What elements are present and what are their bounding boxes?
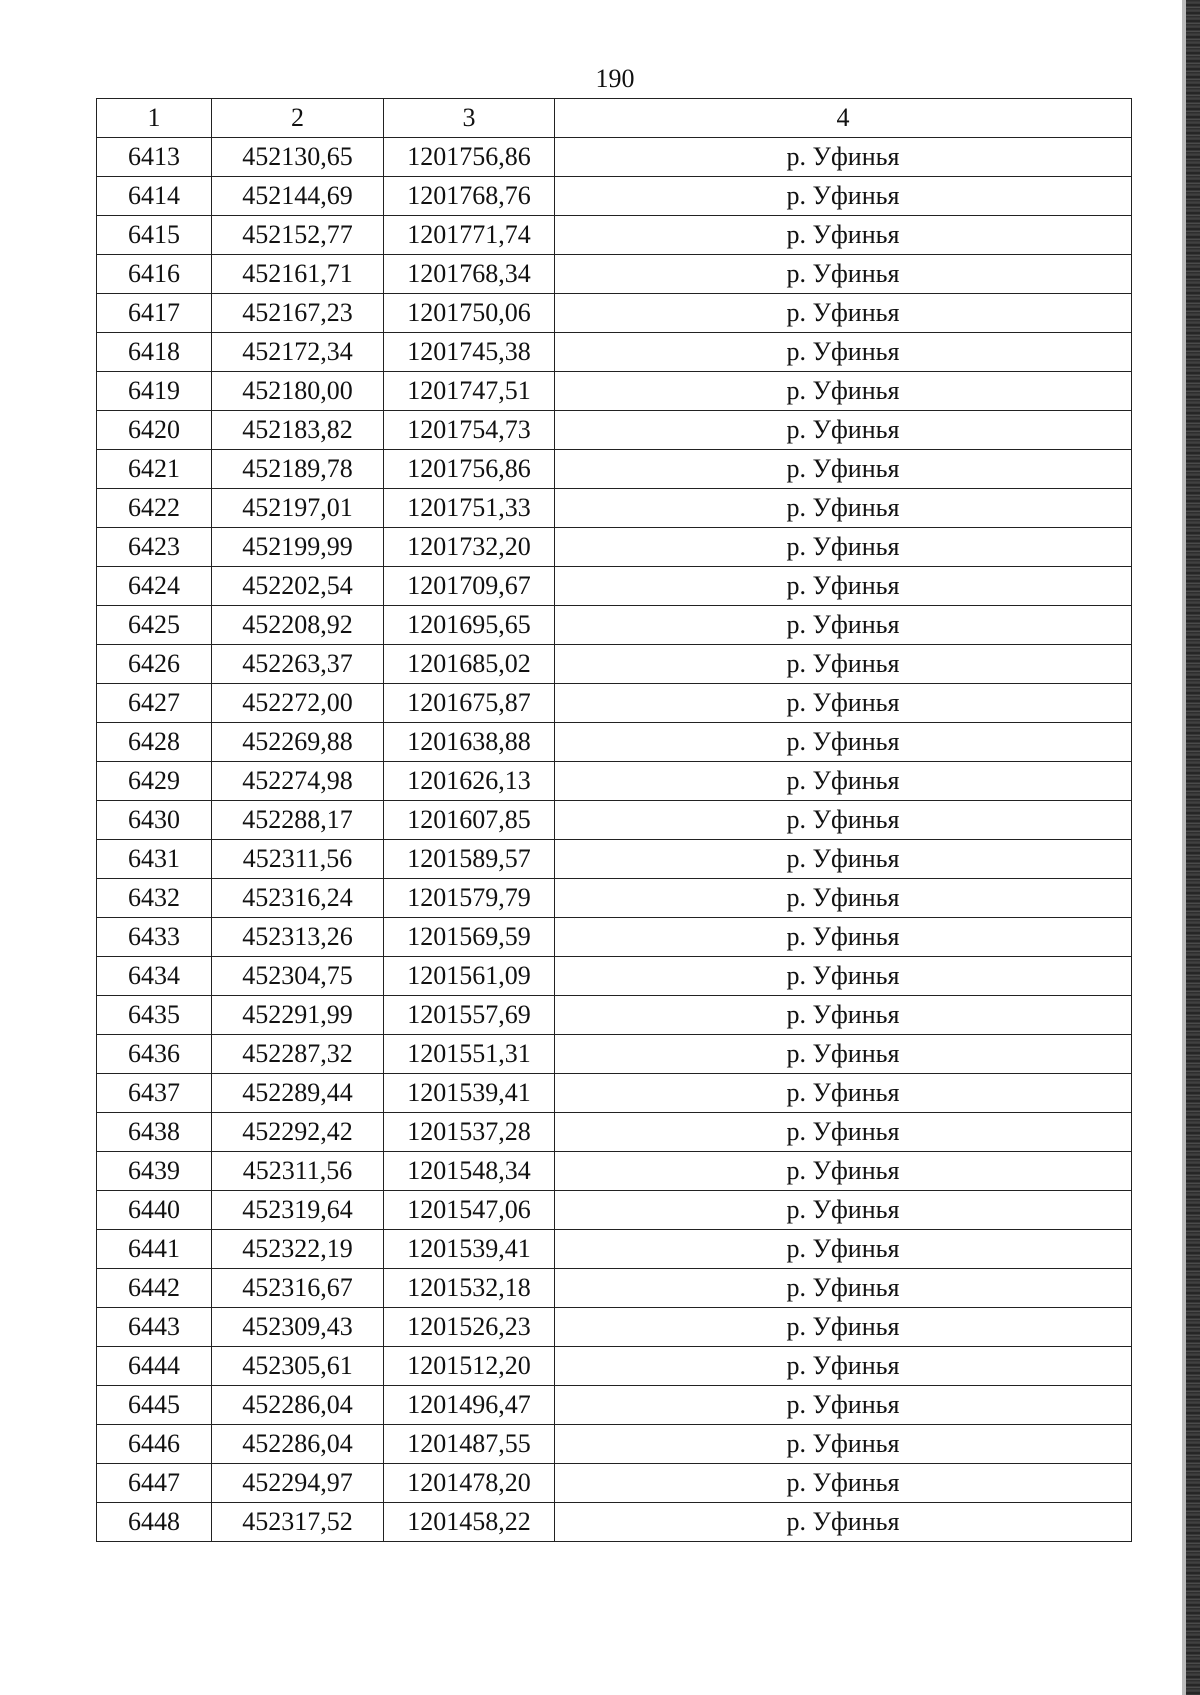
y-coordinate-cell: 1201607,85 xyxy=(384,801,555,840)
point-number-cell: 6434 xyxy=(97,957,212,996)
y-coordinate-cell: 1201579,79 xyxy=(384,879,555,918)
description-cell: р. Уфинья xyxy=(555,489,1132,528)
x-coordinate-cell: 452322,19 xyxy=(212,1230,384,1269)
point-number-cell: 6429 xyxy=(97,762,212,801)
description-cell: р. Уфинья xyxy=(555,450,1132,489)
x-coordinate-cell: 452161,71 xyxy=(212,255,384,294)
point-number-cell: 6424 xyxy=(97,567,212,606)
point-number-cell: 6425 xyxy=(97,606,212,645)
table-row xyxy=(97,1308,1132,1347)
x-coordinate-cell: 452311,56 xyxy=(212,840,384,879)
y-coordinate-cell: 1201569,59 xyxy=(384,918,555,957)
y-coordinate-cell: 1201548,34 xyxy=(384,1152,555,1191)
description-cell: р. Уфинья xyxy=(555,1113,1132,1152)
x-coordinate-cell: 452172,34 xyxy=(212,333,384,372)
description-cell: р. Уфинья xyxy=(555,1425,1132,1464)
y-coordinate-cell: 1201756,86 xyxy=(384,450,555,489)
y-coordinate-cell: 1201695,65 xyxy=(384,606,555,645)
table-row xyxy=(97,606,1132,645)
point-number-cell: 6415 xyxy=(97,216,212,255)
table-row xyxy=(97,567,1132,606)
table-row xyxy=(97,762,1132,801)
point-number-cell: 6446 xyxy=(97,1425,212,1464)
x-coordinate-cell: 452304,75 xyxy=(212,957,384,996)
point-number-cell: 6416 xyxy=(97,255,212,294)
point-number-cell: 6417 xyxy=(97,294,212,333)
x-coordinate-cell: 452292,42 xyxy=(212,1113,384,1152)
x-coordinate-cell: 452183,82 xyxy=(212,411,384,450)
table-row xyxy=(97,918,1132,957)
table-header-row xyxy=(97,99,1132,138)
y-coordinate-cell: 1201771,74 xyxy=(384,216,555,255)
y-coordinate-cell: 1201537,28 xyxy=(384,1113,555,1152)
point-number-cell: 6436 xyxy=(97,1035,212,1074)
table-row xyxy=(97,528,1132,567)
table-row xyxy=(97,1074,1132,1113)
y-coordinate-cell: 1201747,51 xyxy=(384,372,555,411)
y-coordinate-cell: 1201561,09 xyxy=(384,957,555,996)
table-row xyxy=(97,489,1132,528)
point-number-cell: 6423 xyxy=(97,528,212,567)
y-coordinate-cell: 1201754,73 xyxy=(384,411,555,450)
point-number-cell: 6426 xyxy=(97,645,212,684)
table-row xyxy=(97,1152,1132,1191)
table-row xyxy=(97,723,1132,762)
table-row xyxy=(97,1425,1132,1464)
description-cell: р. Уфинья xyxy=(555,762,1132,801)
description-cell: р. Уфинья xyxy=(555,1035,1132,1074)
description-cell: р. Уфинья xyxy=(555,138,1132,177)
point-number-cell: 6427 xyxy=(97,684,212,723)
x-coordinate-cell: 452287,32 xyxy=(212,1035,384,1074)
page-number: 190 xyxy=(595,64,635,93)
table-row xyxy=(97,216,1132,255)
x-coordinate-cell: 452167,23 xyxy=(212,294,384,333)
table-row xyxy=(97,1386,1132,1425)
description-cell: р. Уфинья xyxy=(555,177,1132,216)
x-coordinate-cell: 452189,78 xyxy=(212,450,384,489)
description-cell: р. Уфинья xyxy=(555,333,1132,372)
table-row xyxy=(97,294,1132,333)
table-row xyxy=(97,177,1132,216)
point-number-cell: 6441 xyxy=(97,1230,212,1269)
y-coordinate-cell: 1201626,13 xyxy=(384,762,555,801)
x-coordinate-cell: 452152,77 xyxy=(212,216,384,255)
description-cell: р. Уфинья xyxy=(555,255,1132,294)
x-coordinate-cell: 452208,92 xyxy=(212,606,384,645)
point-number-cell: 6422 xyxy=(97,489,212,528)
point-number-cell: 6421 xyxy=(97,450,212,489)
x-coordinate-cell: 452316,67 xyxy=(212,1269,384,1308)
table-row xyxy=(97,840,1132,879)
table-row xyxy=(97,1269,1132,1308)
table-row xyxy=(97,1347,1132,1386)
x-coordinate-cell: 452286,04 xyxy=(212,1425,384,1464)
x-coordinate-cell: 452286,04 xyxy=(212,1386,384,1425)
description-cell: р. Уфинья xyxy=(555,294,1132,333)
y-coordinate-cell: 1201547,06 xyxy=(384,1191,555,1230)
point-number-cell: 6444 xyxy=(97,1347,212,1386)
table-row xyxy=(97,1113,1132,1152)
description-cell: р. Уфинья xyxy=(555,567,1132,606)
x-coordinate-cell: 452274,98 xyxy=(212,762,384,801)
x-coordinate-cell: 452288,17 xyxy=(212,801,384,840)
point-number-cell: 6443 xyxy=(97,1308,212,1347)
y-coordinate-cell: 1201768,34 xyxy=(384,255,555,294)
table-row xyxy=(97,255,1132,294)
table-row xyxy=(97,333,1132,372)
column-header-4: 4 xyxy=(555,99,1132,138)
point-number-cell: 6430 xyxy=(97,801,212,840)
description-cell: р. Уфинья xyxy=(555,957,1132,996)
page-binding-edge xyxy=(1186,0,1200,1695)
point-number-cell: 6419 xyxy=(97,372,212,411)
table-row xyxy=(97,645,1132,684)
y-coordinate-cell: 1201750,06 xyxy=(384,294,555,333)
y-coordinate-cell: 1201589,57 xyxy=(384,840,555,879)
y-coordinate-cell: 1201751,33 xyxy=(384,489,555,528)
point-number-cell: 6442 xyxy=(97,1269,212,1308)
description-cell: р. Уфинья xyxy=(555,606,1132,645)
table-row xyxy=(97,1464,1132,1503)
point-number-cell: 6428 xyxy=(97,723,212,762)
description-cell: р. Уфинья xyxy=(555,1347,1132,1386)
table-row xyxy=(97,684,1132,723)
table-row xyxy=(97,138,1132,177)
point-number-cell: 6414 xyxy=(97,177,212,216)
y-coordinate-cell: 1201557,69 xyxy=(384,996,555,1035)
x-coordinate-cell: 452313,26 xyxy=(212,918,384,957)
y-coordinate-cell: 1201675,87 xyxy=(384,684,555,723)
description-cell: р. Уфинья xyxy=(555,723,1132,762)
y-coordinate-cell: 1201526,23 xyxy=(384,1308,555,1347)
y-coordinate-cell: 1201539,41 xyxy=(384,1074,555,1113)
description-cell: р. Уфинья xyxy=(555,801,1132,840)
description-cell: р. Уфинья xyxy=(555,1230,1132,1269)
point-number-cell: 6432 xyxy=(97,879,212,918)
x-coordinate-cell: 452144,69 xyxy=(212,177,384,216)
point-number-cell: 6420 xyxy=(97,411,212,450)
table-row xyxy=(97,1191,1132,1230)
x-coordinate-cell: 452180,00 xyxy=(212,372,384,411)
description-cell: р. Уфинья xyxy=(555,645,1132,684)
x-coordinate-cell: 452319,64 xyxy=(212,1191,384,1230)
description-cell: р. Уфинья xyxy=(555,1152,1132,1191)
point-number-cell: 6413 xyxy=(97,138,212,177)
y-coordinate-cell: 1201638,88 xyxy=(384,723,555,762)
description-cell: р. Уфинья xyxy=(555,1269,1132,1308)
x-coordinate-cell: 452294,97 xyxy=(212,1464,384,1503)
x-coordinate-cell: 452199,99 xyxy=(212,528,384,567)
description-cell: р. Уфинья xyxy=(555,1503,1132,1542)
y-coordinate-cell: 1201732,20 xyxy=(384,528,555,567)
description-cell: р. Уфинья xyxy=(555,1464,1132,1503)
y-coordinate-cell: 1201532,18 xyxy=(384,1269,555,1308)
x-coordinate-cell: 452289,44 xyxy=(212,1074,384,1113)
x-coordinate-cell: 452269,88 xyxy=(212,723,384,762)
description-cell: р. Уфинья xyxy=(555,918,1132,957)
y-coordinate-cell: 1201709,67 xyxy=(384,567,555,606)
description-cell: р. Уфинья xyxy=(555,1308,1132,1347)
y-coordinate-cell: 1201539,41 xyxy=(384,1230,555,1269)
y-coordinate-cell: 1201512,20 xyxy=(384,1347,555,1386)
description-cell: р. Уфинья xyxy=(555,684,1132,723)
table-row xyxy=(97,996,1132,1035)
table-row xyxy=(97,957,1132,996)
coordinates-table xyxy=(96,98,1132,1542)
column-header-2: 2 xyxy=(212,99,384,138)
table-row xyxy=(97,879,1132,918)
description-cell: р. Уфинья xyxy=(555,840,1132,879)
x-coordinate-cell: 452263,37 xyxy=(212,645,384,684)
table-body xyxy=(97,138,1132,1542)
x-coordinate-cell: 452197,01 xyxy=(212,489,384,528)
point-number-cell: 6447 xyxy=(97,1464,212,1503)
table-row xyxy=(97,411,1132,450)
y-coordinate-cell: 1201685,02 xyxy=(384,645,555,684)
description-cell: р. Уфинья xyxy=(555,1386,1132,1425)
x-coordinate-cell: 452305,61 xyxy=(212,1347,384,1386)
point-number-cell: 6433 xyxy=(97,918,212,957)
y-coordinate-cell: 1201551,31 xyxy=(384,1035,555,1074)
table-row xyxy=(97,372,1132,411)
y-coordinate-cell: 1201496,47 xyxy=(384,1386,555,1425)
description-cell: р. Уфинья xyxy=(555,528,1132,567)
point-number-cell: 6445 xyxy=(97,1386,212,1425)
y-coordinate-cell: 1201478,20 xyxy=(384,1464,555,1503)
description-cell: р. Уфинья xyxy=(555,216,1132,255)
description-cell: р. Уфинья xyxy=(555,996,1132,1035)
point-number-cell: 6448 xyxy=(97,1503,212,1542)
column-header-3: 3 xyxy=(384,99,555,138)
point-number-cell: 6437 xyxy=(97,1074,212,1113)
point-number-cell: 6418 xyxy=(97,333,212,372)
x-coordinate-cell: 452309,43 xyxy=(212,1308,384,1347)
y-coordinate-cell: 1201756,86 xyxy=(384,138,555,177)
x-coordinate-cell: 452272,00 xyxy=(212,684,384,723)
description-cell: р. Уфинья xyxy=(555,1074,1132,1113)
x-coordinate-cell: 452202,54 xyxy=(212,567,384,606)
column-header-1: 1 xyxy=(97,99,212,138)
point-number-cell: 6440 xyxy=(97,1191,212,1230)
x-coordinate-cell: 452130,65 xyxy=(212,138,384,177)
y-coordinate-cell: 1201768,76 xyxy=(384,177,555,216)
x-coordinate-cell: 452317,52 xyxy=(212,1503,384,1542)
x-coordinate-cell: 452291,99 xyxy=(212,996,384,1035)
y-coordinate-cell: 1201458,22 xyxy=(384,1503,555,1542)
table-row xyxy=(97,1035,1132,1074)
description-cell: р. Уфинья xyxy=(555,879,1132,918)
description-cell: р. Уфинья xyxy=(555,372,1132,411)
point-number-cell: 6438 xyxy=(97,1113,212,1152)
point-number-cell: 6435 xyxy=(97,996,212,1035)
x-coordinate-cell: 452311,56 xyxy=(212,1152,384,1191)
table-row xyxy=(97,1503,1132,1542)
description-cell: р. Уфинья xyxy=(555,411,1132,450)
point-number-cell: 6439 xyxy=(97,1152,212,1191)
description-cell: р. Уфинья xyxy=(555,1191,1132,1230)
table-row xyxy=(97,801,1132,840)
table-row xyxy=(97,1230,1132,1269)
y-coordinate-cell: 1201745,38 xyxy=(384,333,555,372)
point-number-cell: 6431 xyxy=(97,840,212,879)
table-row xyxy=(97,450,1132,489)
y-coordinate-cell: 1201487,55 xyxy=(384,1425,555,1464)
x-coordinate-cell: 452316,24 xyxy=(212,879,384,918)
